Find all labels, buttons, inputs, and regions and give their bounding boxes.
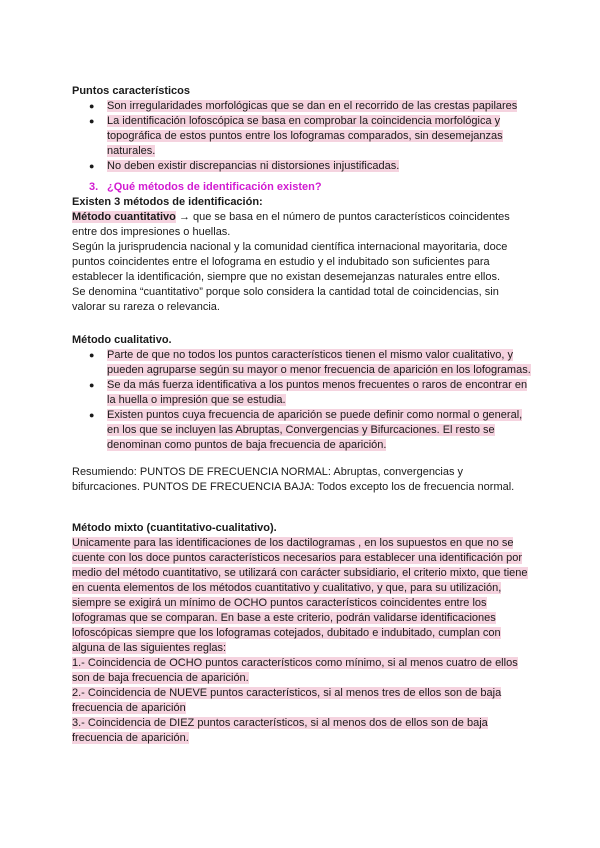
list-item: ● Se da más fuerza identificativa a los puntos menos frecuentes o raros de encontrar en la huella o impresión que se estudia.	[89, 379, 528, 406]
list-item: ● Existen puntos cuya frecuencia de aparición se puede definir como normal o general, en los que se incluyen las Abruptas, Convergencias y Bifurcaciones. El resto se denominan como puntos de baja frecuencia de aparición.	[89, 409, 523, 451]
cualitativo-summary: Resumiendo: PUNTOS DE FRECUENCIA NORMAL: Abruptas, convergencias y bifurcaciones. PUNTOS DE FRECUENCIA BAJA: Todos excepto los de frecuencia normal.	[72, 466, 515, 493]
bullet-icon: ●	[89, 116, 95, 126]
bullet-icon: ●	[89, 410, 95, 420]
question-heading: 3. ¿Qué métodos de identificación existen?	[89, 181, 322, 193]
list-item: ● No deben existir discrepancias ni distorsiones injustificadas.	[89, 160, 400, 172]
cuantitativo-paragraph: Se denomina “cuantitativo” porque solo considera la cantidad total de coincidencias, sin valorar su rareza o relevancia.	[72, 286, 499, 313]
methods-intro: Existen 3 métodos de identificación:	[72, 196, 263, 208]
cuantitativo-paragraph: Según la jurisprudencia nacional y la comunidad científica internacional mayoritaria, doce puntos coincidentes entre el lofograma en estudio y el indubitado son suficientes para establecer la identificación, siempre que no existan desemejanzas naturales entre ellos.	[72, 241, 508, 283]
mixto-rule: 3.- Coincidencia de DIEZ puntos característicos, si al menos dos de ellos son de baja frecuencia de aparición.	[72, 717, 488, 744]
mixto-rule: 2.- Coincidencia de NUEVE puntos característicos, si al menos tres de ellos son de baja frecuencia de aparición	[72, 687, 502, 714]
bullet-icon: ●	[89, 101, 95, 111]
mixto-rule: 1.- Coincidencia de OCHO puntos característicos como mínimo, si al menos cuatro de ellos son de baja frecuencia de aparición.	[72, 657, 518, 684]
bullet-icon: ●	[89, 350, 95, 360]
bullet-icon: ●	[89, 161, 95, 171]
section-title-cualitativo: Método cualitativo.	[72, 334, 172, 346]
section-title-mixto: Método mixto (cuantitativo-cualitativo).	[72, 522, 277, 534]
puntos-list	[72, 99, 532, 174]
list-item: ● La identificación lofoscópica se basa en comprobar la coincidencia morfológica y topográfica de estos puntos entre los lofogramas comparados, sin desemejanzas naturales.	[89, 115, 503, 157]
mixto-body: Unicamente para las identificaciones de los dactilogramas , en los supuestos en que no se cuente con los doce puntos característicos necesarios para establecer una identificación por medio del método cuantitativo, se utilizará con carácter subsidiario, el criterio mixto, que tiene en cuenta elementos de los métodos cuantitativo y cualitativo, y que, para su utilización, siempre se exigirá un mínimo de OCHO puntos característicos coincidentes entre los lofogramas que se comparan. En base a este criterio, podrán validarse identificaciones lofoscópicas siempre que los lofogramas cotejados, dubitado e indubitado, cumplan con alguna de las siguientes reglas:	[72, 537, 528, 654]
section-title-puntos: Puntos característicos	[72, 85, 190, 97]
document-page	[72, 84, 532, 746]
list-item: ● Son irregularidades morfológicas que se dan en el recorrido de las crestas papilares	[89, 100, 518, 112]
cualitativo-list	[72, 348, 532, 453]
cuantitativo-definition: Método cuantitativo → que se basa en el número de puntos característicos coincidentes entre dos impresiones o huellas.	[72, 211, 510, 238]
cuantitativo-label: Método cuantitativo	[72, 211, 176, 223]
list-item: ● Parte de que no todos los puntos característicos tienen el mismo valor cualitativo, y pueden agruparse según su mayor o menor frecuencia de aparición en los lofogramas.	[89, 349, 531, 376]
bullet-icon: ●	[89, 380, 95, 390]
